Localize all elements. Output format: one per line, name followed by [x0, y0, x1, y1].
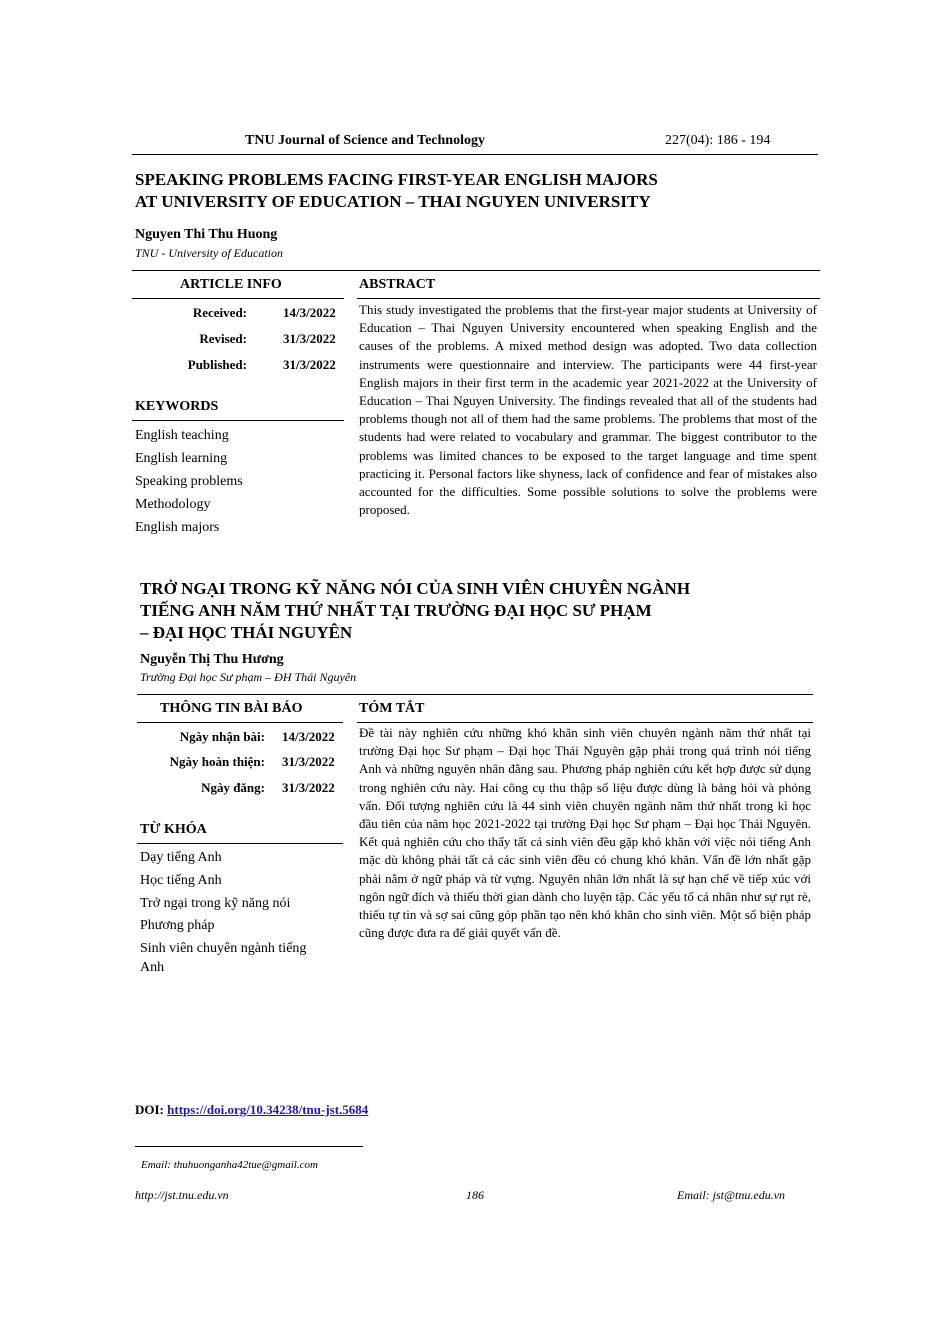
doi-label: DOI: [135, 1102, 168, 1117]
english-abstract-text: This study investigated the problems that the first-year major students at University of Education – Thai Nguyen University encountered when speaking English and the causes of the problems. A mixed method design was adopted. Two data collection instruments were questionnaire and interview. The participants were 44 first-year English majors in their first term in the academic year 2021-2022 at the University of Education – Thai Nguyen University. The findings revealed that all of the students had problems though not all of them had the same problems. The problems that most of the students had were related to vocabulary and grammar. The biggest contributor to the problems was limited chances to be exposed to the target language and time spent practicing it. Personal factors like shyness, lack of confidence and fear of mistakes also accounted for the difficulties. Some possible solutions to solve the problems were proposed. [359, 302, 817, 518]
english-author: Nguyen Thi Thu Huong [135, 227, 278, 242]
footer-email: Email: jst@tnu.edu.vn [677, 1188, 786, 1202]
vietnamese-title-line-1: TRỞ NGẠI TRONG KỸ NĂNG NÓI CỦA SINH VIÊN CHUYÊN NGÀNH [140, 579, 691, 598]
vietnamese-author: Nguyễn Thị Thu Hương [140, 652, 284, 667]
vietnamese-published-label: Ngày đăng: [201, 780, 265, 795]
english-published-label: Published: [187, 357, 247, 372]
doi-link[interactable]: https://doi.org/10.34238/tnu-jst.5684 [167, 1102, 369, 1117]
vietnamese-abstract-heading: TÓM TẮT [359, 701, 425, 716]
keyword-item: Dạy tiếng Anh [140, 850, 222, 865]
english-keywords-rule [132, 420, 344, 421]
english-received-label: Received: [192, 305, 247, 320]
english-abstract-rule [357, 298, 820, 299]
keyword-item: Trở ngại trong kỹ năng nói [140, 895, 291, 911]
english-revised-label: Revised: [199, 331, 247, 346]
vietnamese-section-top-rule [137, 694, 813, 695]
english-received-date: 14/3/2022 [283, 305, 336, 320]
vietnamese-received-date: 14/3/2022 [282, 729, 335, 744]
english-title [135, 169, 825, 213]
vietnamese-info-rule [137, 722, 343, 723]
vietnamese-keyword-list [140, 847, 306, 980]
vietnamese-title-line-2: TIẾNG ANH NĂM THỨ NHẤT TẠI TRƯỜNG ĐẠI HỌC SƯ PHẠM [140, 601, 652, 620]
footer-page-number: 186 [466, 1188, 484, 1202]
english-keyword-list [135, 424, 243, 539]
english-title-line-2: AT UNIVERSITY OF EDUCATION – THAI NGUYEN UNIVERSITY [135, 192, 651, 211]
footer-url: http://jst.tnu.edu.vn [135, 1188, 229, 1202]
english-article-info-heading: ARTICLE INFO [180, 277, 282, 292]
english-abstract-heading: ABSTRACT [359, 277, 436, 292]
keyword-item: Anh [140, 959, 165, 975]
vietnamese-keywords-rule [137, 843, 343, 844]
vietnamese-completed-label: Ngày hoàn thiện: [169, 754, 265, 769]
english-revised-date: 31/3/2022 [283, 331, 336, 346]
doi-line [135, 1102, 368, 1118]
header-rule [132, 154, 818, 155]
english-affiliation: TNU - University of Education [135, 246, 283, 260]
keyword-item: Sinh viên chuyên ngành tiếng [140, 941, 307, 957]
vietnamese-completed-date: 31/3/2022 [282, 754, 335, 769]
english-info-rule [132, 298, 344, 299]
keyword-item: Methodology [135, 497, 211, 512]
english-published-date: 31/3/2022 [283, 357, 336, 372]
journal-name: TNU Journal of Science and Technology [245, 133, 485, 148]
english-title-line-1: SPEAKING PROBLEMS FACING FIRST-YEAR ENGLISH MAJORS [135, 170, 658, 189]
vietnamese-abstract-text: Đề tài này nghiên cứu những khó khăn sinh viên chuyên ngành năm thứ nhất tại trường Đại học Sư phạm – Đại học Thái Nguyên gặp phải trong quá trình nói tiếng Anh và những nguyên nhân đằng sau. Phương pháp nghiên cứu kết hợp được sử dụng trong nghiên cứu này. Hai công cụ thu thập số liệu được dùng là bảng hỏi và phỏng vấn. Đối tượng nghiên cứu là 44 sinh viên chuyên ngành năm thứ nhất trong kì học đầu tiên của năm học 2021-2022 tại trường Đại học Sư phạm – Đại học Thái Nguyên. Kết quả nghiên cứu cho thấy tất cả sinh viên đều gặp khó khăn với việc nói tiếng Anh mặc dù không phải tất cả các sinh viên đều có chung khó khăn. Vấn đề lớn nhất gặp phải nằm ở ngữ pháp và từ vựng. Nguyên nhân lớn nhất là sự hạn chế về tiếp xúc với ngôn ngữ đích và thiếu thời gian dành cho luyện tập. Các yếu tố cá nhân như sự rụt rè, thiếu tự tin và sợ sai cũng góp phần tạo nên khó khăn cho sinh viên. Một số biện pháp cũng được đưa ra để giải quyết vấn đề. [359, 725, 811, 941]
vietnamese-keywords-heading: TỪ KHÓA [140, 822, 207, 837]
author-email-footnote: Email: thuhuonganha42tue@gmail.com [141, 1159, 318, 1171]
keyword-item: English teaching [135, 428, 229, 443]
vietnamese-title-line-3: – ĐẠI HỌC THÁI NGUYÊN [140, 623, 353, 642]
vietnamese-published-date: 31/3/2022 [282, 780, 335, 795]
vietnamese-received-label: Ngày nhận bài: [179, 729, 265, 744]
footnote-rule [135, 1146, 363, 1147]
keyword-item: English learning [135, 451, 228, 466]
vietnamese-affiliation: Trường Đại học Sư phạm – ĐH Thái Nguyên [140, 670, 357, 684]
volume-pages: 227(04): 186 - 194 [665, 133, 771, 148]
english-section-top-rule [132, 270, 820, 271]
vietnamese-article-info-heading: THÔNG TIN BÀI BÁO [160, 701, 303, 716]
vietnamese-title [140, 578, 830, 644]
keyword-item: Speaking problems [135, 474, 243, 489]
vietnamese-abstract-rule [357, 722, 813, 723]
english-keywords-heading: KEYWORDS [135, 399, 219, 414]
keyword-item: English majors [135, 520, 220, 535]
keyword-item: Phương pháp [140, 918, 215, 934]
keyword-item: Học tiếng Anh [140, 872, 222, 888]
